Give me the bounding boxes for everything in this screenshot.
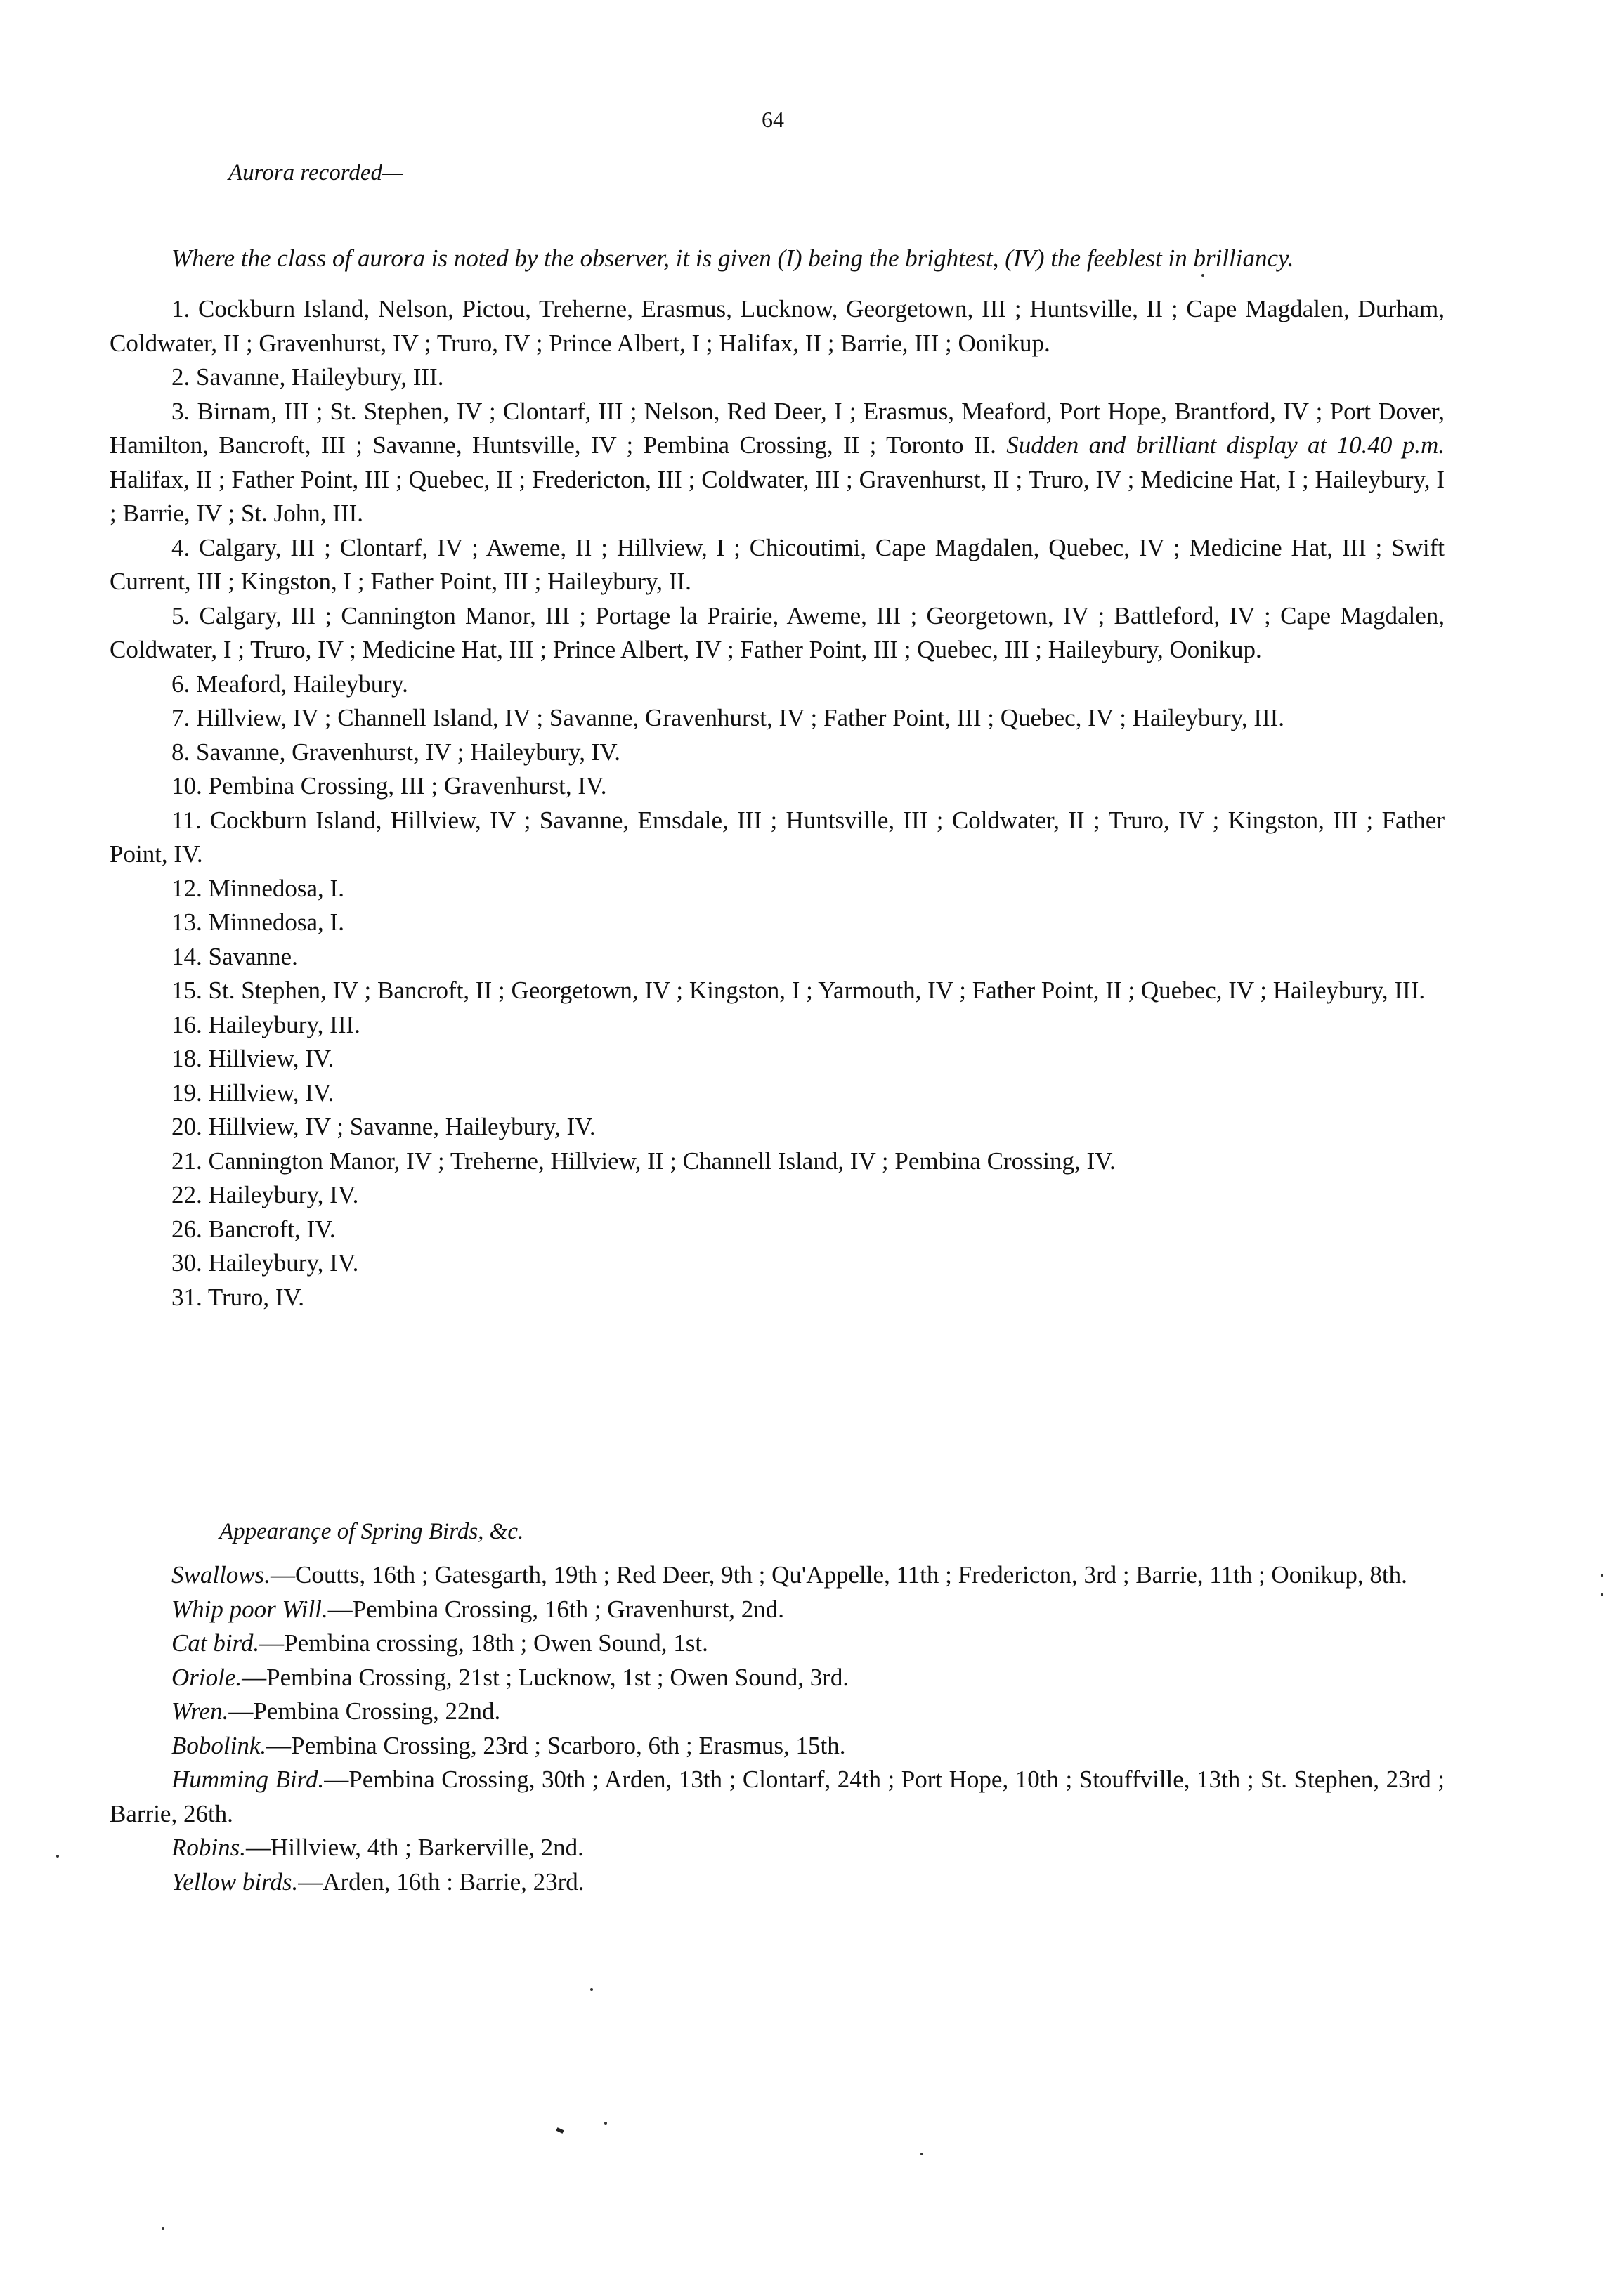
- bird-entry: [110, 1865, 1445, 1900]
- aurora-entry: 10. Pembina Crossing, III ; Gravenhurst, IV.: [171, 772, 607, 800]
- aurora-entry: 7. Hillview, IV ; Channell Island, IV ; Savanne, Gravenhurst, IV ; Father Point, III ; Quebec, IV ; Haileybury, III.: [171, 704, 1285, 731]
- bird-entry: [110, 1558, 1445, 1593]
- bird-sightings: —Pembina Crossing, 23rd ; Scarboro, 6th ; Erasmus, 15th.: [266, 1731, 846, 1759]
- aurora-entry: 1. Cockburn Island, Nelson, Pictou, Treherne, Erasmus, Lucknow, Georgetown, III ; Huntsville, II ; Cape Magdalen, Durham, Coldwater, II ; Gravenhurst, IV ; Truro, IV ; Prince Albert, I ; Halifax, II ; Barrie, III ; Oonikup.: [110, 295, 1445, 357]
- aurora-entry-text: Halifax, II ; Father Point, III ; Quebec, II ; Fredericton, III ; Coldwater, III ; Gravenhurst, II ; Truro, IV ; Medicine Hat, I ; Haileybury, I ; Barrie, IV ; St. John, III.: [110, 465, 1445, 527]
- scan-speck: [590, 1988, 593, 1991]
- aurora-entry-note: Sudden and brilliant display at 10.40 p.m.: [1006, 431, 1445, 459]
- aurora-entry: 13. Minnedosa, I.: [171, 908, 344, 936]
- bird-sightings: —Pembina Crossing, 16th ; Gravenhurst, 2nd.: [327, 1595, 785, 1623]
- scan-speck: [1601, 1593, 1603, 1596]
- aurora-entry: 22. Haileybury, IV.: [171, 1181, 359, 1208]
- bird-sightings: —Pembina Crossing, 22nd.: [228, 1697, 501, 1725]
- bird-entry: [110, 1831, 1445, 1865]
- scan-speck: [920, 2153, 923, 2155]
- bird-entry: [110, 1695, 1445, 1729]
- aurora-entry-text: 3. Birnam, III ; St. Stephen, IV ; Clontarf, III ; Nelson, Red Deer, I ; Erasmus, Meaford, Port Hope, Brantford, IV ; Port Dover, Hamilton, Bancroft, III ; Savanne, Huntsville, IV ; Pembina Crossing, II ; Toronto II.: [110, 397, 1445, 459]
- bird-sightings: —Pembina crossing, 18th ; Owen Sound, 1st.: [259, 1629, 708, 1657]
- aurora-entry: 12. Minnedosa, I.: [171, 874, 344, 902]
- aurora-heading: Aurora recorded—: [228, 160, 403, 185]
- bird-entry: [110, 1593, 1445, 1627]
- aurora-entry: 20. Hillview, IV ; Savanne, Haileybury, IV.: [171, 1113, 596, 1140]
- aurora-entry: 16. Haileybury, III.: [171, 1010, 360, 1038]
- aurora-entry: 2. Savanne, Haileybury, III.: [171, 363, 444, 391]
- aurora-entry: 21. Cannington Manor, IV ; Treherne, Hillview, II ; Channell Island, IV ; Pembina Crossing, IV.: [171, 1147, 1116, 1175]
- bird-name: Cat bird.: [171, 1629, 260, 1657]
- bird-name: Swallows.: [171, 1561, 271, 1589]
- bird-name: Oriole.: [171, 1663, 242, 1691]
- aurora-list: [110, 292, 1445, 1315]
- bird-entry: [110, 1763, 1445, 1831]
- bird-sightings: —Coutts, 16th ; Gatesgarth, 19th ; Red Deer, 9th ; Qu'Appelle, 11th ; Fredericton, 3rd ; Barrie, 11th ; Oonikup, 8th.: [271, 1561, 1407, 1589]
- scan-speck: [1601, 1574, 1603, 1577]
- aurora-entry: 26. Bancroft, IV.: [171, 1215, 336, 1243]
- bird-name: Robins.: [171, 1834, 246, 1861]
- bird-entry: [110, 1626, 1445, 1661]
- aurora-entry: 31. Truro, IV.: [171, 1283, 304, 1311]
- aurora-entry: 15. St. Stephen, IV ; Bancroft, II ; Georgetown, IV ; Kingston, I ; Yarmouth, IV ; Father Point, II ; Quebec, IV ; Haileybury, III.: [171, 977, 1426, 1004]
- birds-list: [110, 1558, 1445, 1899]
- bird-name: Wren.: [171, 1697, 229, 1725]
- aurora-entry: 8. Savanne, Gravenhurst, IV ; Haileybury, IV.: [171, 738, 620, 766]
- bird-name: Humming Bird.: [171, 1766, 325, 1793]
- aurora-entry: 14. Savanne.: [171, 942, 298, 970]
- bird-name: Bobolink.: [171, 1731, 267, 1759]
- scan-speck: [604, 2122, 607, 2125]
- aurora-entry: 6. Meaford, Haileybury.: [171, 670, 408, 698]
- aurora-entry: [110, 395, 1445, 531]
- scan-speck: [1201, 274, 1204, 277]
- aurora-entry: 30. Haileybury, IV.: [171, 1249, 359, 1277]
- bird-sightings: —Pembina Crossing, 21st ; Lucknow, 1st ; Owen Sound, 3rd.: [242, 1663, 849, 1691]
- aurora-entry: 19. Hillview, IV.: [171, 1078, 334, 1107]
- page-number: 64: [762, 107, 784, 132]
- aurora-intro: Where the class of aurora is noted by the observer, it is given (I) being the brightest, (IV) the feeblest in brilliancy.: [171, 244, 1294, 272]
- aurora-entry: 11. Cockburn Island, Hillview, IV ; Savanne, Emsdale, III ; Huntsville, III ; Coldwater, II ; Truro, IV ; Kingston, III ; Father Point, IV.: [110, 806, 1445, 868]
- aurora-entry: 5. Calgary, III ; Cannington Manor, III ; Portage la Prairie, Aweme, III ; Georgetown, IV ; Battleford, IV ; Cape Magdalen, Coldwater, I ; Truro, IV ; Medicine Hat, III ; Prince Albert, IV ; Father Point, III ; Quebec, III ; Haileybury, Oonikup.: [110, 601, 1445, 663]
- bird-name: Whip poor Will.: [171, 1595, 328, 1623]
- scan-speck: [162, 2227, 164, 2230]
- bird-sightings: —Hillview, 4th ; Barkerville, 2nd.: [245, 1834, 584, 1861]
- aurora-entry: 18. Hillview, IV.: [171, 1045, 334, 1072]
- bird-sightings: —Pembina Crossing, 30th ; Arden, 13th ; Clontarf, 24th ; Port Hope, 10th ; Stouffville, 13th ; St. Stephen, 23rd ; Barrie, 26th.: [110, 1766, 1445, 1827]
- birds-heading: Appearançe of Spring Birds, &c.: [219, 1519, 524, 1544]
- scan-speck: [56, 1855, 59, 1858]
- bird-entry: [110, 1729, 1445, 1763]
- aurora-entry: 4. Calgary, III ; Clontarf, IV ; Aweme, II ; Hillview, I ; Chicoutimi, Cape Magdalen, Quebec, IV ; Medicine Hat, III ; Swift Current, III ; Kingston, I ; Father Point, III ; Haileybury, II.: [110, 533, 1445, 595]
- bird-name: Yellow birds.: [171, 1867, 299, 1896]
- scan-speck: [556, 2127, 564, 2134]
- bird-sightings: —Arden, 16th : Barrie, 23rd.: [298, 1867, 585, 1896]
- bird-entry: [110, 1661, 1445, 1695]
